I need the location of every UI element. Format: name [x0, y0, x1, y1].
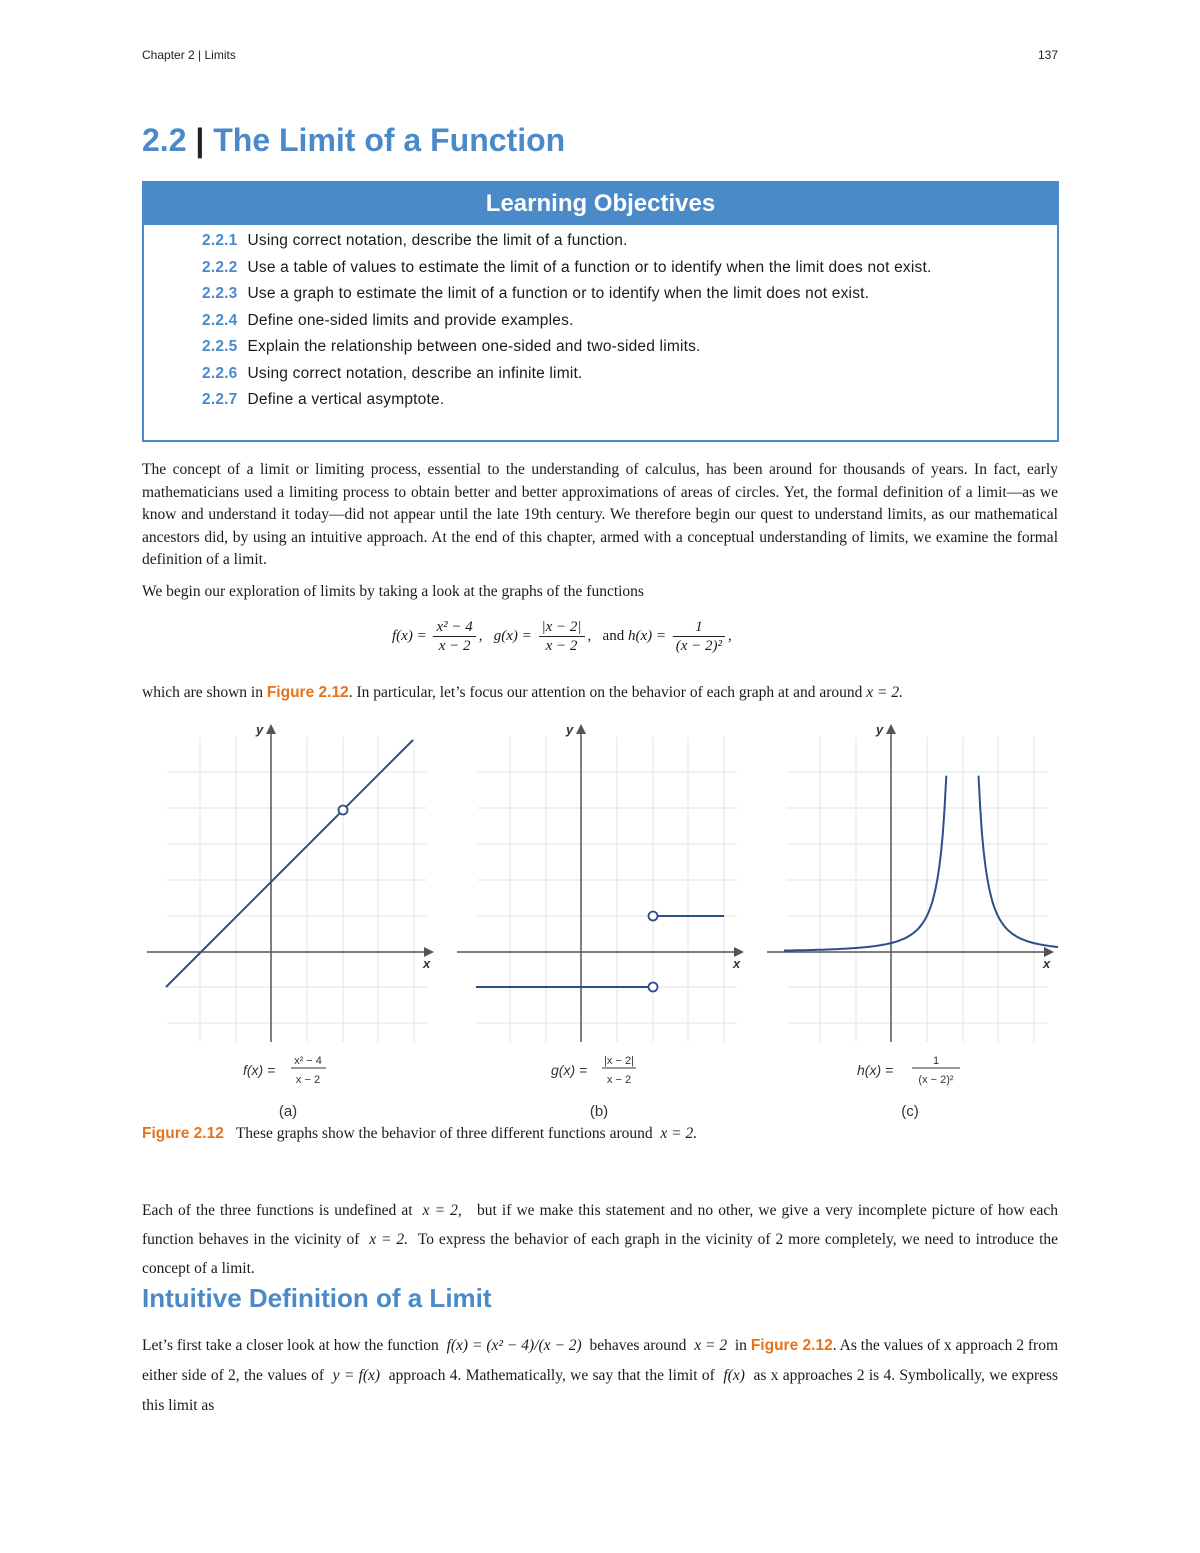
panel-c-y-arrow-icon — [886, 724, 896, 734]
figure-link[interactable]: Figure 2.12 — [750, 1337, 833, 1354]
p4-a: Each of the three functions is undefined at — [142, 1202, 413, 1219]
objective-number: 2.2.2 — [202, 258, 238, 276]
h-denominator: (x − 2)² — [675, 638, 723, 654]
figure-caption-text: These graphs show the behavior of three different functions around — [235, 1125, 653, 1142]
running-head — [142, 48, 1058, 62]
f-fraction — [433, 618, 475, 655]
panel-b-right-open-point — [649, 912, 658, 921]
section-title — [142, 122, 565, 159]
intro-paragraph: The concept of a limit or limiting process, essential to the understanding of calculus, has been around for thousands of years. In fact, early mathematicians used a limiting process to obtain better and better approximations of areas of circles. Yet, the formal definition of a limit—as we know and understand it today—did not appear until the late 19th century. We therefore begin our quest to understand limits, as our mathematical ancestors did, by using an intuitive approach. At the end of this chapter, armed with a conceptual understanding of limits, we examine the formal definition of a limit. — [142, 461, 1058, 569]
panel-c-grid — [787, 737, 1047, 1042]
h-numerator: 1 — [673, 618, 725, 637]
g-fraction — [539, 618, 585, 655]
h-lhs: h(x) = — [627, 627, 666, 644]
figure-link[interactable]: Figure 2.12 — [266, 684, 349, 701]
section-number: 2.2 — [142, 122, 187, 158]
objective-item — [202, 310, 1043, 331]
functions-formula: f(x) = $\frac{\text{x² − 4}}{x - 2}$ , g(x) = $\frac{|x - 2|}{x - 2}$ , and h(x) = $\frac{1}{\text{(x − 2)²}}$ , — [392, 619, 732, 654]
chapter-label: Chapter 2 | Limits — [142, 48, 236, 62]
h-fraction — [673, 618, 725, 655]
exploration-paragraph: We begin our exploration of limits by taking a look at the graphs of the functions — [142, 583, 644, 600]
objective-text: Define a vertical asymptote. — [247, 391, 445, 408]
and-word: and — [602, 627, 625, 644]
objective-text: Using correct notation, describe an infinite limit. — [247, 364, 583, 382]
p5-math2: x = 2 — [694, 1337, 728, 1354]
panel-a-fn-num: x² − 4 — [294, 1055, 322, 1067]
panel-b-x-label: x — [733, 956, 741, 971]
panel-c-x-label: x — [1043, 956, 1051, 971]
figure-reference-paragraph — [142, 682, 1058, 705]
figure-caption-math: x = 2. — [660, 1125, 698, 1142]
panel-b-fn-num: |x − 2| — [604, 1055, 634, 1067]
panel-c-left-branch — [784, 776, 946, 951]
objective-text: Using correct notation, describe the limit of a function. — [247, 232, 628, 249]
panel-b-y-label: y — [566, 722, 574, 737]
panel-c-formula — [857, 1055, 960, 1120]
f-lhs: f(x) = — [392, 627, 427, 644]
p5-b: behaves around — [589, 1337, 687, 1354]
undefined-paragraph — [142, 1196, 1058, 1283]
g-lhs: g(x) = — [493, 627, 532, 644]
panel-c-fn-lhs: h(x) = — [857, 1062, 894, 1078]
figure-2-12 — [142, 712, 1058, 1127]
figure-caption — [142, 1125, 697, 1143]
panel-c-fn-num: 1 — [932, 1055, 940, 1067]
figure-caption-label: Figure 2.12 — [142, 1125, 224, 1142]
objective-item — [202, 283, 1043, 304]
p5-c: in — [734, 1337, 747, 1354]
p4-c: To express the behavior of each graph in the vicinity of 2 more completely, we need to introduce the concept of a limit. — [142, 1231, 1059, 1277]
p4-math1: x = 2, — [422, 1202, 462, 1219]
panel-b-fn-lhs: g(x) = — [551, 1062, 588, 1078]
subheading: Intuitive Definition of a Limit — [142, 1283, 492, 1313]
objective-text: Use a table of values to estimate the limit of a function or to identify when the limit does not exist. — [247, 258, 932, 276]
panel-a-grid — [167, 737, 427, 1042]
objective-number: 2.2.4 — [202, 311, 238, 329]
panel-a-label: (a) — [278, 1103, 298, 1120]
p3-before: which are shown in — [142, 684, 267, 701]
figure-graphs-svg — [142, 712, 1058, 1127]
p5-f: as x approaches 2 is 4. Symbolically, we express this limit as — [142, 1367, 1059, 1414]
objective-number: 2.2.7 — [202, 391, 238, 408]
panel-c — [767, 722, 1058, 1120]
objective-item — [202, 230, 1043, 251]
panel-a-y-label: y — [256, 722, 264, 737]
panel-b-grid — [477, 737, 737, 1042]
intuitive-paragraph — [142, 1331, 1058, 1421]
objective-number: 2.2.5 — [202, 338, 238, 355]
panel-b-y-arrow-icon — [576, 724, 586, 734]
section-title-text: The Limit of a Function — [213, 122, 566, 158]
section-separator: | — [195, 122, 205, 158]
p3-math: x = 2. — [866, 684, 903, 701]
panel-a-x-label: x — [423, 956, 431, 971]
objective-number: 2.2.3 — [202, 285, 238, 302]
learning-objectives-title: Learning Objectives — [144, 183, 1057, 225]
objective-number: 2.2.6 — [202, 364, 238, 382]
panel-b-left-open-point — [649, 983, 658, 992]
f-numerator: x² − 4 — [433, 618, 475, 637]
p5-d: . As the values of x approach 2 from either side of 2, the values of — [142, 1337, 1059, 1384]
panel-b — [457, 722, 744, 1120]
p5-e: approach 4. Mathematically, we say that the limit of — [388, 1367, 715, 1384]
learning-objectives-list — [144, 225, 1057, 410]
panel-a — [147, 722, 434, 1120]
p5-a: Let’s first take a closer look at how the function — [142, 1337, 439, 1354]
panel-b-fn-den: x − 2 — [606, 1074, 632, 1086]
panel-c-y-label: y — [876, 722, 884, 737]
panel-c-right-branch — [979, 776, 1059, 950]
p4-math2: x = 2. — [369, 1231, 409, 1248]
f-denominator: x − 2 — [438, 638, 471, 654]
g-denominator: x − 2 — [545, 638, 578, 654]
panel-a-fn-den: x − 2 — [295, 1074, 321, 1086]
objective-number: 2.2.1 — [202, 232, 238, 249]
objective-text: Explain the relationship between one-sided and two-sided limits. — [247, 338, 701, 355]
p5-math1: f(x) = (x² − 4)/(x − 2) — [446, 1337, 582, 1354]
learning-objectives-box — [142, 181, 1059, 442]
objective-item — [202, 389, 1043, 410]
objective-item — [148, 257, 1043, 278]
p3-after: . In particular, let’s focus our attention on the behavior of each graph at and around — [348, 684, 863, 701]
panel-a-fn-lhs: f(x) = — [243, 1062, 276, 1078]
page-number: 137 — [1037, 48, 1058, 62]
panel-b-formula — [551, 1055, 636, 1120]
panel-a-line — [166, 740, 413, 987]
panel-b-label: (b) — [589, 1103, 609, 1120]
panel-a-y-arrow-icon — [266, 724, 276, 734]
panel-c-fn-den: (x − 2)² — [918, 1074, 954, 1086]
panel-a-formula — [243, 1055, 326, 1120]
panel-c-label: (c) — [901, 1103, 919, 1120]
objective-text: Use a graph to estimate the limit of a function or to identify when the limit does not exist. — [247, 285, 870, 302]
g-numerator: |x − 2| — [539, 618, 585, 637]
panel-a-open-point — [339, 806, 348, 815]
p5-math4: f(x) — [723, 1367, 745, 1384]
objective-item — [202, 336, 1043, 357]
p5-math3: y = f(x) — [332, 1367, 381, 1384]
objective-item — [202, 363, 1043, 384]
objective-text: Define one-sided limits and provide examples. — [247, 311, 574, 329]
p4-b: but if we make this statement and no other, we give a very incomplete picture of how each function behaves in the vicinity of — [142, 1202, 1059, 1248]
